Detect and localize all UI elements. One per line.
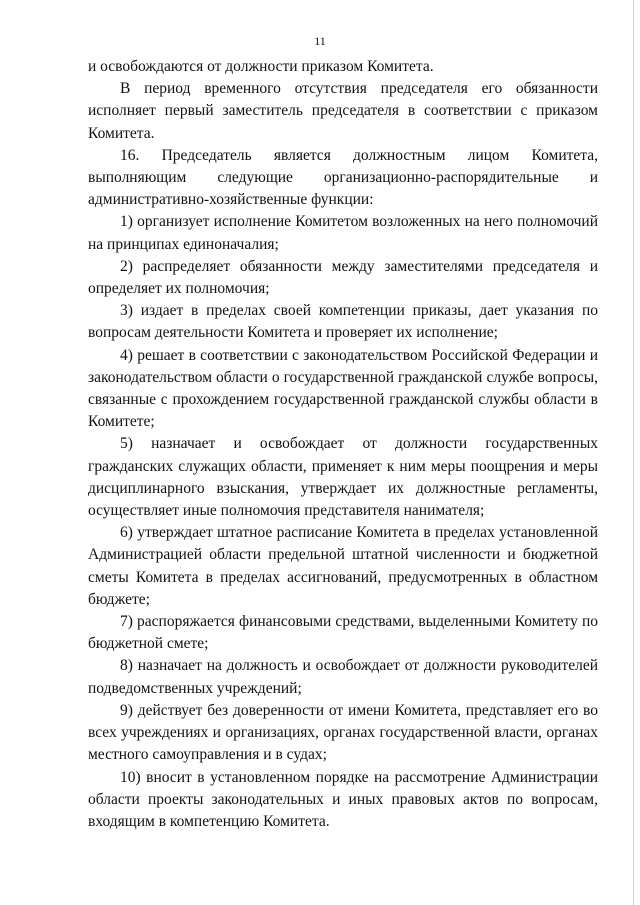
list-item-6: 6) утверждает штатное расписание Комитета в пределах установленной Администрацией области предельной штатной численности и бюджетной сметы Комитета в пределах ассигнований, предусмотренных в областном бюджете; xyxy=(88,524,598,608)
list-item-2: 2) распределяет обязанности между заместителями председателя и определяет их полномочия; xyxy=(88,257,598,298)
list-item-10: 10) вносит в установленном порядке на рассмотрение Администрации области проекты законодательных и иных правовых актов по вопросам, входящим в компетенцию Комитета. xyxy=(88,768,598,830)
paragraph-temporary-absence: В период временного отсутствия председателя его обязанности исполняет первый заместитель председателя в соответствии с приказом Комитета. xyxy=(88,80,598,142)
list-item-3: 3) издает в пределах своей компетенции приказы, дает указания по вопросам деятельности Комитета и проверяет их исполнение; xyxy=(88,302,598,342)
list-item-9: 9) действует без доверенности от имени Комитета, представляет его во всех учреждениях и организациях, органах государственной власти, органах местного самоуправления и в судах; xyxy=(88,701,598,764)
list-item-8: 8) назначает на должность и освобождает от должности руководителей подведомственных учреждений; xyxy=(88,657,598,697)
list-item-5: 5) назначает и освобождает от должности государственных гражданских служащих области, применяет к ним меры поощрения и меры дисциплинарного взыскания, утверждает их должностные регламенты, осуществляет иные полномочия представителя нанимателя; xyxy=(88,435,598,520)
list-item-4: 4) решает в соответствии с законодательством Российской Федерации и законодательством области о государственной гражданской службе вопросы, связанные с прохождением государственной гражданской службы области в Комитете; xyxy=(88,346,598,431)
page-edge-line xyxy=(633,0,634,905)
page-number: 11 xyxy=(314,34,326,48)
document-body xyxy=(88,56,598,833)
paragraph-continuation: и освобождаются от должности приказом Комитета. xyxy=(88,58,434,75)
list-item-7: 7) распоряжается финансовыми средствами, выделенными Комитету по бюджетной смете; xyxy=(88,613,598,653)
paragraph-16-functions: 16. Председатель является должностным лицом Комитета, выполняющим следующие организационно-распорядительные и административно-хозяйственные функции: xyxy=(88,146,598,209)
list-item-1: 1) организует исполнение Комитетом возложенных на него полномочий на принципах единоначалия; xyxy=(88,213,598,253)
